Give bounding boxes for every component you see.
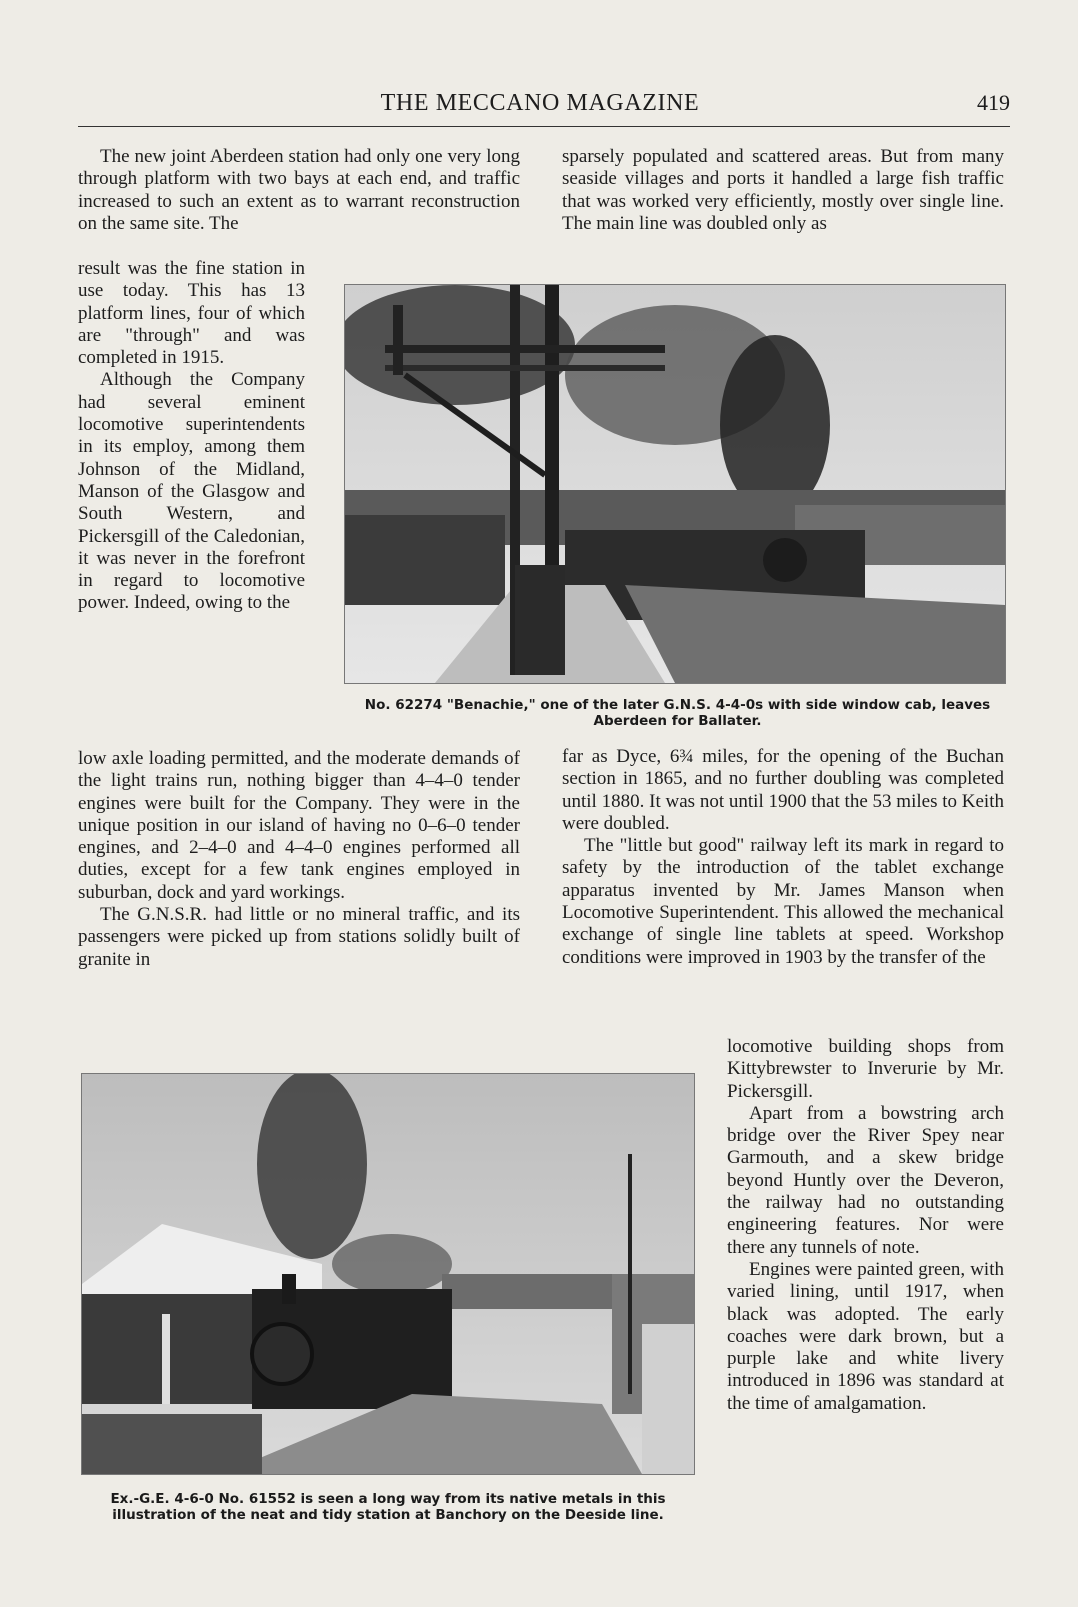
- page-number: 419: [977, 90, 1010, 115]
- paragraph: sparsely populated and scattered areas. But from many seaside villages and ports it handled a large fish traffic that was worked very efficiently, mostly over single line. The main line was doubled only as: [562, 146, 1004, 234]
- paragraph: The G.N.S.R. had little or no mineral traffic, and its passengers were picked up from stations solidly built of granite in: [78, 904, 520, 970]
- station-photo-image: [82, 1074, 694, 1474]
- paragraph: Engines were painted green, with varied lining, until 1917, when black was adopted. The early coaches were dark brown, but a purple lake and white livery introduced in 1896 was standard at the time of amalgamation.: [727, 1258, 1004, 1414]
- column2-narrow-text: [727, 1036, 1004, 1536]
- column1-bottom-text: [78, 748, 520, 1038]
- paragraph: low axle loading permitted, and the moderate demands of the light trains run, nothing bigger than 4–4–0 tender engines were built for the Company. They were in the unique position in our island of having no 0–6–0 tender engines, and 2–4–0 and 4–4–0 engines performed all duties, except for a few tank engines employed in suburban, dock and yard workings.: [78, 748, 520, 903]
- figure-caption-bottom: Ex.-G.E. 4-6-0 No. 61552 is seen a long way from its native metals in this illustration of the neat and tidy station at Banchory on the Deeside line.: [110, 1491, 666, 1523]
- paragraph: result was the fine station in use today. This has 13 platform lines, four of which are "through" and was completed in 1915.: [78, 258, 305, 369]
- paragraph: The "little but good" railway left its mark in regard to safety by the introduction of the tablet exchange apparatus invented by Mr. James Manson when Locomotive Superintendent. This allowed the mechanical exchange of single line tablets at speed. Workshop conditions were improved in 1903 by the transfer of the: [562, 835, 1004, 968]
- column1-narrow-text: [78, 258, 305, 748]
- paragraph: Although the Company had several eminent locomotive superintendents in its employ, among them Johnson of the Midland, Manson of the Glasgow and South Western, and Pickersgill of the Caledonian, it was never in the forefront in regard to locomotive power. Indeed, owing to the: [78, 369, 305, 614]
- paragraph: Apart from a bowstring arch bridge over the River Spey near Garmouth, and a skew bridge beyond Huntly over the Deveron, the railway had no outstanding engineering features. Nor were there any tunnels of note.: [727, 1102, 1004, 1258]
- photo-banchory-station: [82, 1074, 694, 1474]
- paragraph: locomotive building shops from Kittybrewster to Inverurie by Mr. Pickersgill.: [727, 1036, 1004, 1102]
- header-rule: [78, 126, 1010, 127]
- figure-caption-top: No. 62274 "Benachie," one of the later G.N.S. 4-4-0s with side window cab, leaves Aberdeen for Ballater.: [364, 697, 991, 729]
- running-header-title: THE MECCANO MAGAZINE: [380, 90, 700, 116]
- column1-top-text: [78, 146, 520, 258]
- column2-mid-text: [562, 746, 1004, 1036]
- photo-aberdeen-departure: [345, 285, 1005, 683]
- train-photo-image: [345, 285, 1005, 683]
- paragraph: The new joint Aberdeen station had only one very long through platform with two bays at each end, and traffic increased to such an extent as to warrant reconstruction on the same site. The: [78, 146, 520, 234]
- paragraph: far as Dyce, 6¾ miles, for the opening of the Buchan section in 1865, and no further doubling was completed until 1880. It was not until 1900 that the 53 miles to Keith were doubled.: [562, 746, 1004, 834]
- column2-top-text: [562, 146, 1004, 258]
